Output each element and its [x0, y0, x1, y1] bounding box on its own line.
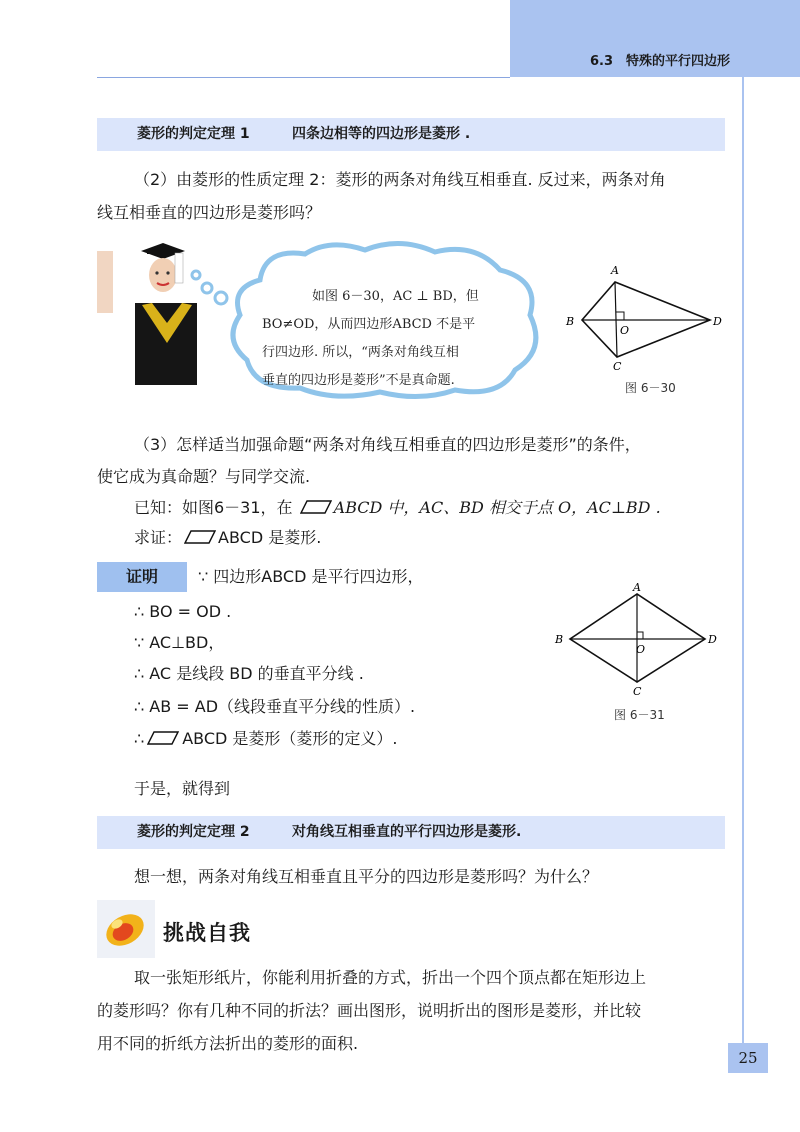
challenge-icon — [97, 900, 155, 958]
theorem2-text: 对角线互相垂直的平行四边形是菱形. — [292, 824, 522, 840]
fig630-label-a: A — [611, 264, 619, 277]
figure-6-31 — [550, 582, 725, 702]
proof-badge: 证明 — [97, 562, 187, 592]
think-text: 想一想，两条对角线互相垂直且平分的四边形是菱形吗？为什么？ — [134, 867, 599, 886]
challenge-line1: 取一张矩形纸片，你能利用折叠的方式，折出一个四个顶点都在矩形边上 — [134, 968, 647, 987]
cloud-line1: 如图 6－30，AC ⊥ BD，但 — [312, 289, 479, 304]
prove-line — [134, 524, 321, 552]
prove-rest: ABCD 是菱形. — [218, 528, 322, 547]
theorem1-band — [97, 118, 725, 151]
theorem2-label: 菱形的判定定理 2 — [137, 824, 250, 840]
theorem2-band — [97, 816, 725, 849]
theorem1-label: 菱形的判定定理 1 — [137, 126, 250, 142]
cloud-line3: 行四边形. 所以，“两条对角线互相 — [262, 345, 459, 360]
parallelogram-icon — [184, 530, 216, 544]
prove-prefix: 求证： — [134, 528, 183, 547]
proof-line6 — [134, 725, 398, 753]
proof-line6-rest: ABCD 是菱形（菱形的定义）. — [182, 729, 398, 748]
challenge-line2: 的菱形吗？你有几种不同的折法？画出图形，说明折出的图形是菱形，并比较 — [97, 1001, 642, 1020]
proof-line3: ∵ AC⊥BD， — [134, 633, 225, 652]
given-line — [134, 494, 661, 522]
question2-line1: （2）由菱形的性质定理 2：菱形的两条对角线互相垂直. 反过来，两条对角 — [134, 170, 666, 189]
thus-text: 于是，就得到 — [134, 779, 231, 798]
figure-6-30 — [560, 262, 730, 372]
student-graduate-illustration — [97, 243, 197, 385]
proof-line4: ∴ AC 是线段 BD 的垂直平分线 . — [134, 664, 364, 683]
fig631-label-d: D — [708, 633, 717, 646]
proof-line6-prefix: ∴ — [134, 729, 145, 748]
fig630-label-o: O — [620, 324, 630, 337]
fig631-label-a: A — [633, 582, 641, 594]
page-number: 25 — [728, 1043, 768, 1073]
fig631-label-o: O — [636, 643, 646, 656]
header-divider — [97, 77, 510, 78]
figure-6-31-caption: 图 6－31 — [614, 708, 665, 722]
proof-line5: ∴ AB = AD（线段垂直平分线的性质）. — [134, 697, 416, 716]
figure-6-30-caption: 图 6－30 — [625, 381, 676, 395]
fig631-label-b: B — [555, 633, 564, 646]
question3-line1: （3）怎样适当加强命题“两条对角线互相垂直的四边形是菱形”的条件， — [134, 435, 641, 454]
parallelogram-icon — [300, 500, 332, 514]
question3-line2: 使它成为真命题？与同学交流. — [97, 467, 311, 486]
cloud-line4: 垂直的四边形是菱形”不是真命题. — [262, 373, 455, 388]
cloud-line2: BO≠OD，从而四边形ABCD 不是平 — [262, 317, 476, 332]
fig630-label-b: B — [566, 315, 575, 328]
challenge-title: 挑战自我 — [163, 921, 251, 945]
proof-line2: ∴ BO = OD . — [134, 602, 232, 621]
question2-line2: 线互相垂直的四边形是菱形吗？ — [97, 203, 322, 222]
proof-line1: ∵ 四边形ABCD 是平行四边形， — [198, 567, 424, 586]
side-rule — [742, 77, 744, 1067]
challenge-line3: 用不同的折纸方法折出的菱形的面积. — [97, 1034, 359, 1053]
fig630-label-d: D — [713, 315, 722, 328]
parallelogram-icon — [147, 731, 179, 745]
theorem1-text: 四条边相等的四边形是菱形 . — [292, 126, 471, 142]
section-title: 6.3 特殊的平行四边形 — [590, 54, 731, 69]
given-rest: ABCD 中，AC、BD 相交于点 O，AC⊥BD . — [333, 498, 661, 517]
fig631-label-c: C — [633, 685, 642, 698]
given-prefix: 已知：如图6－31，在 — [134, 498, 293, 517]
fig630-label-c: C — [613, 360, 622, 372]
